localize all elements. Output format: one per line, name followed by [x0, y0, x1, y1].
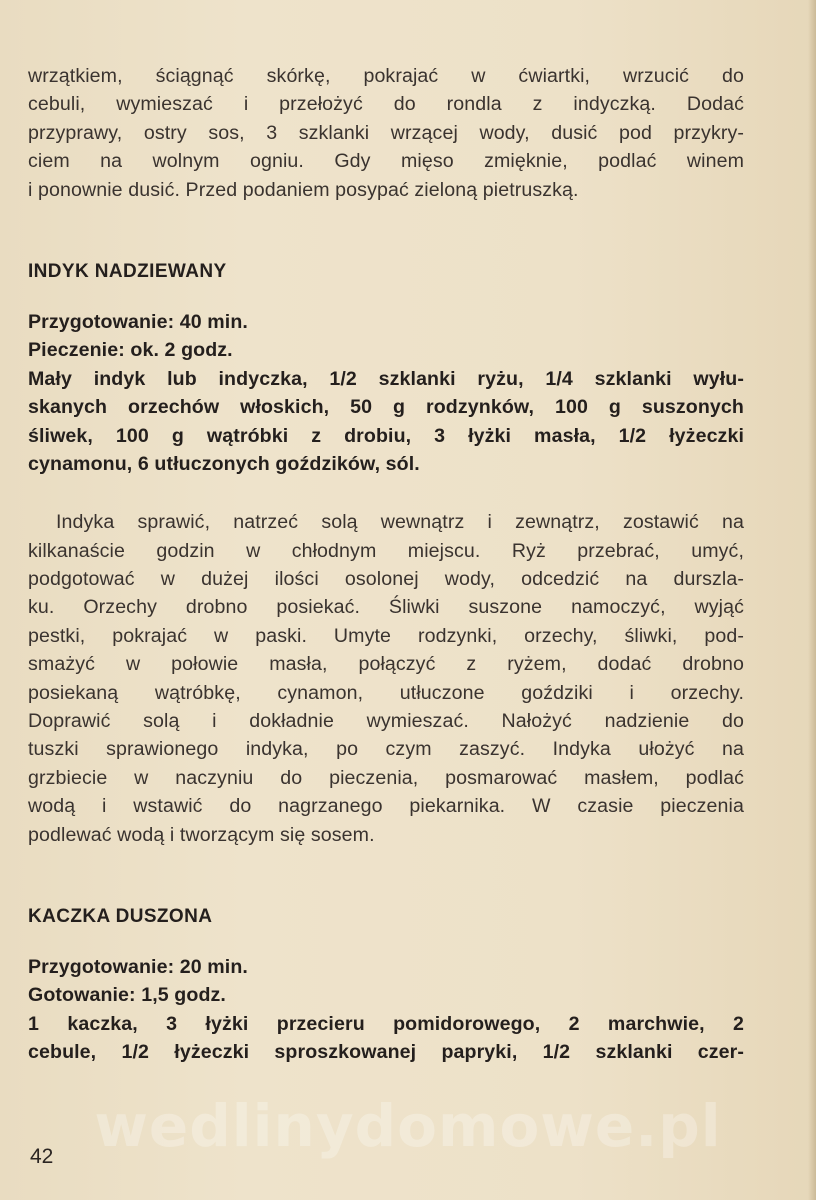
text-line: podlewać wodą i tworzącym się sosem.	[28, 823, 375, 846]
text-line: posiekaną wątróbkę, cynamon, utłuczone goździki i orzechy.	[28, 681, 744, 704]
text-line: wrzątkiem, ściągnąć skórkę, pokrajać w ćwiartki, wrzucić do	[28, 65, 744, 87]
text-line: tuszki sprawionego indyka, po czym zaszyć. Indyka ułożyć na	[28, 738, 744, 761]
ingredient-line: cynamonu, 6 utłuczonych goździków, sól.	[28, 452, 420, 475]
page-edge-shadow	[808, 0, 816, 1200]
text-line: kilkanaście godzin w chłodnym miejscu. Ryż przebrać, umyć,	[28, 539, 744, 562]
ingredient-line: Mały indyk lub indyczka, 1/2 szklanki ryżu, 1/4 szklanki wyłu-	[28, 367, 744, 390]
text-line: podgotować w dużej ilości osolonej wody, odcedzić na durszla-	[28, 568, 744, 591]
cook-time: Pieczenie: ok. 2 godz.	[28, 339, 233, 362]
text-line: cebuli, wymieszać i przełożyć do rondla z indyczką. Dodać	[28, 93, 744, 116]
page-content	[28, 62, 744, 1067]
ingredient-line: cebule, 1/2 łyżeczki sproszkowanej papryki, 1/2 szklanki czer-	[28, 1041, 744, 1064]
page-number: 42	[30, 1145, 54, 1168]
text-line: ku. Orzechy drobno posiekać. Śliwki suszone namoczyć, wyjąć	[28, 596, 744, 619]
text-line: wodą i wstawić do nagrzanego piekarnika. W czasie pieczenia	[28, 795, 744, 818]
text-line: Indyka sprawić, natrzeć solą wewnątrz i zewnątrz, zostawić na	[56, 511, 744, 534]
watermark: wedlinydomowe.pl	[94, 1092, 722, 1160]
text-line: ciem na wolnym ogniu. Gdy mięso zmięknie, podlać winem	[28, 150, 744, 173]
text-line: Doprawić solą i dokładnie wymieszać. Nałożyć nadzienie do	[28, 710, 744, 733]
text-line: i ponownie dusić. Przed podaniem posypać zieloną pietruszką.	[28, 178, 579, 201]
recipe-info-indyk	[28, 308, 744, 478]
recipe-title-kaczka-duszona: KACZKA DUSZONA	[28, 905, 213, 927]
recipe-title-indyk-nadziewany: INDYK NADZIEWANY	[28, 260, 227, 282]
recipe-info-kaczka	[28, 953, 744, 1067]
prep-time: Przygotowanie: 20 min.	[28, 955, 248, 978]
ingredient-line: skanych orzechów włoskich, 50 g rodzynków, 100 g suszonych	[28, 396, 744, 419]
ingredient-line: śliwek, 100 g wątróbki z drobiu, 3 łyżki masła, 1/2 łyżeczki	[28, 424, 744, 447]
prep-time: Przygotowanie: 40 min.	[28, 310, 248, 333]
text-line: grzbiecie w naczyniu do pieczenia, posmarować masłem, podlać	[28, 766, 744, 789]
cook-time: Gotowanie: 1,5 godz.	[28, 984, 226, 1007]
intro-paragraph	[28, 62, 744, 204]
method-paragraph-indyk	[28, 508, 744, 849]
text-line: smażyć w połowie masła, połączyć z ryżem, dodać drobno	[28, 653, 744, 676]
text-line: pestki, pokrajać w paski. Umyte rodzynki, orzechy, śliwki, pod-	[28, 624, 744, 647]
text-line: przyprawy, ostry sos, 3 szklanki wrzącej wody, dusić pod przykry-	[28, 121, 744, 144]
ingredient-line: 1 kaczka, 3 łyżki przecieru pomidorowego, 2 marchwie, 2	[28, 1012, 744, 1035]
